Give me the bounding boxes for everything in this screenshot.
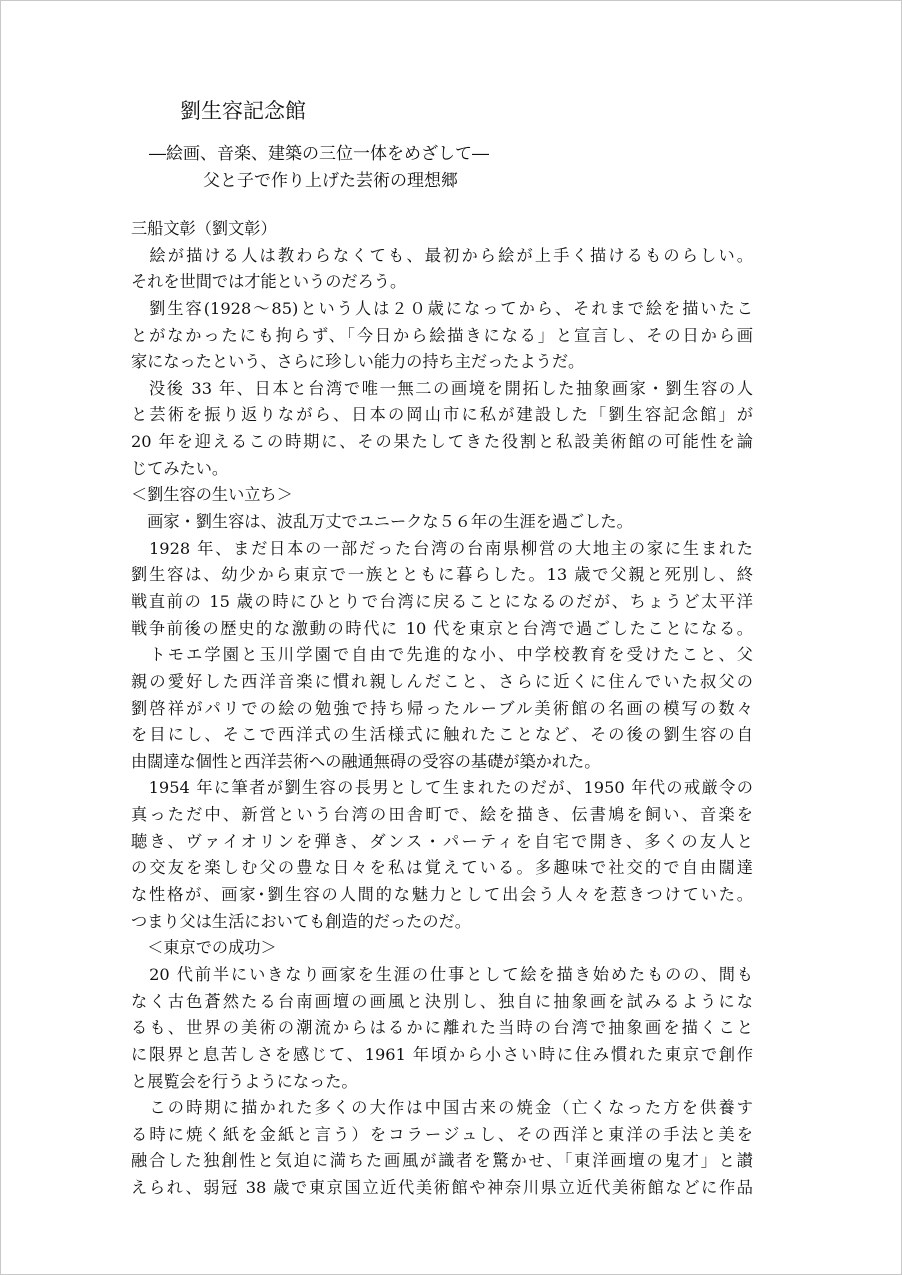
text-line: えられ、弱冠 38 歳で東京国立近代美術館や神奈川県立近代美術館などに作品 xyxy=(131,1178,753,1198)
text-line: 戦争前後の歴史的な激動の時代に 10 代を東京と台湾で過ごしたことになる。 xyxy=(131,618,753,638)
text-line: 親の愛好した西洋音楽に慣れ親しんだこと、さらに近くに住んでいた叔父の xyxy=(131,671,753,691)
text-line: 由闊達な個性と西洋芸術への融通無碍の受容の基礎が築かれた。 xyxy=(131,751,601,771)
text-line: 20 代前半にいきなり画家を生涯の仕事として絵を描き始めたものの、間も xyxy=(131,964,753,984)
text-line: と芸術を振り返りながら、日本の岡山市に私が建設した「劉生容記念館」が xyxy=(131,405,753,425)
text-line: と展覧会を行うようになった。 xyxy=(131,1071,358,1091)
document-body xyxy=(131,216,753,1202)
text-line: ＜劉生容の生い立ち＞ xyxy=(131,485,293,505)
document-tagline: 父と子で作り上げた芸術の理想郷 xyxy=(203,171,458,191)
text-line: 劉啓祥がパリでの絵の勉強で持ち帰ったルーブル美術館の名画の模写の数々 xyxy=(131,698,753,718)
text-line: 戦直前の 15 歳の時にひとりで台湾に戻ることになるのだが、ちょうど太平洋 xyxy=(131,591,753,611)
text-line: 画家・劉生容は、波乱万丈でユニークな５６年の生涯を過ごした。 xyxy=(131,512,633,532)
text-line: 家になったという、さらに珍しい能力の持ち主だったようだ。 xyxy=(131,352,585,372)
text-line: を目にし、そこで西洋式の生活様式に触れたことなど、その後の劉生容の自 xyxy=(131,725,753,745)
text-line: る時に焼く紙を金紙と言う）をコラージュし、その西洋と東洋の手法と美を xyxy=(131,1124,753,1144)
text-line: 聴き、ヴァイオリンを弾き、ダンス・パーティを自宅で開き、多くの友人と xyxy=(131,831,753,851)
text-line: 真っただ中、新営という台湾の田舎町で、絵を描き、伝書鳩を飼い、音楽を xyxy=(131,805,753,825)
text-line: 融合した独創性と気迫に満ちた画風が識者を驚かせ、「東洋画壇の鬼才」と讃 xyxy=(131,1151,753,1171)
text-line: つまり父は生活においても創造的だったのだ。 xyxy=(131,911,471,931)
text-line: の交友を楽しむ父の豊な日々を私は覚えている。多趣味で社交的で自由闊達 xyxy=(131,858,753,878)
document-subtitle: ―絵画、音楽、建築の三位一体をめざして― xyxy=(149,144,489,164)
text-line: 1954 年に筆者が劉生容の長男として生まれたのだが、1950 年代の戒厳令の xyxy=(131,778,753,798)
text-line: じてみたい。 xyxy=(131,458,229,478)
text-line: るも、世界の美術の潮流からはるかに離れた当時の台湾で抽象画を描くこと xyxy=(131,1018,753,1038)
text-line: 劉生容(1928～85)という人は２０歳になってから、それまで絵を描いたこ xyxy=(131,298,753,318)
text-line: それを世間では才能というのだろう。 xyxy=(131,272,407,292)
text-line: 劉生容は、幼少から東京で一族とともに暮らした。13 歳で父親と死別し、終 xyxy=(131,565,753,585)
author-line: 三船文彰（劉文彰） xyxy=(131,219,277,238)
text-line: 没後 33 年、日本と台湾で唯一無二の画境を開拓した抽象画家・劉生容の人 xyxy=(131,378,753,398)
text-line: 20 年を迎えるこの時期に、その果たしてきた役割と私設美術館の可能性を論 xyxy=(131,432,753,452)
text-line: この時期に描かれた多くの大作は中国古来の焼金（亡くなった方を供養す xyxy=(131,1098,753,1118)
text-line: ＜東京での成功＞ xyxy=(131,938,277,958)
text-line: トモエ学園と玉川学園で自由で先進的な小、中学校教育を受けたこと、父 xyxy=(131,645,753,665)
text-line: に限界と息苦しさを感じて、1961 年頃から小さい時に住み慣れた東京で創作 xyxy=(131,1044,753,1064)
document-title: 劉生容記念館 xyxy=(180,99,306,123)
text-line: なく古色蒼然たる台南画壇の画風と決別し、独自に抽象画を試みるようにな xyxy=(131,991,753,1011)
text-line: な性格が、画家･劉生容の人間的な魅力として出会う人々を惹きつけていた。 xyxy=(131,885,753,905)
text-line: 1928 年、まだ日本の一部だった台湾の台南県柳営の大地主の家に生まれた xyxy=(131,538,753,558)
text-line: 絵が描ける人は教わらなくても、最初から絵が上手く描けるものらしい。 xyxy=(131,245,753,265)
text-line: とがなかったにも拘らず、「今日から絵描きになる」と宣言し、その日から画 xyxy=(131,325,753,345)
